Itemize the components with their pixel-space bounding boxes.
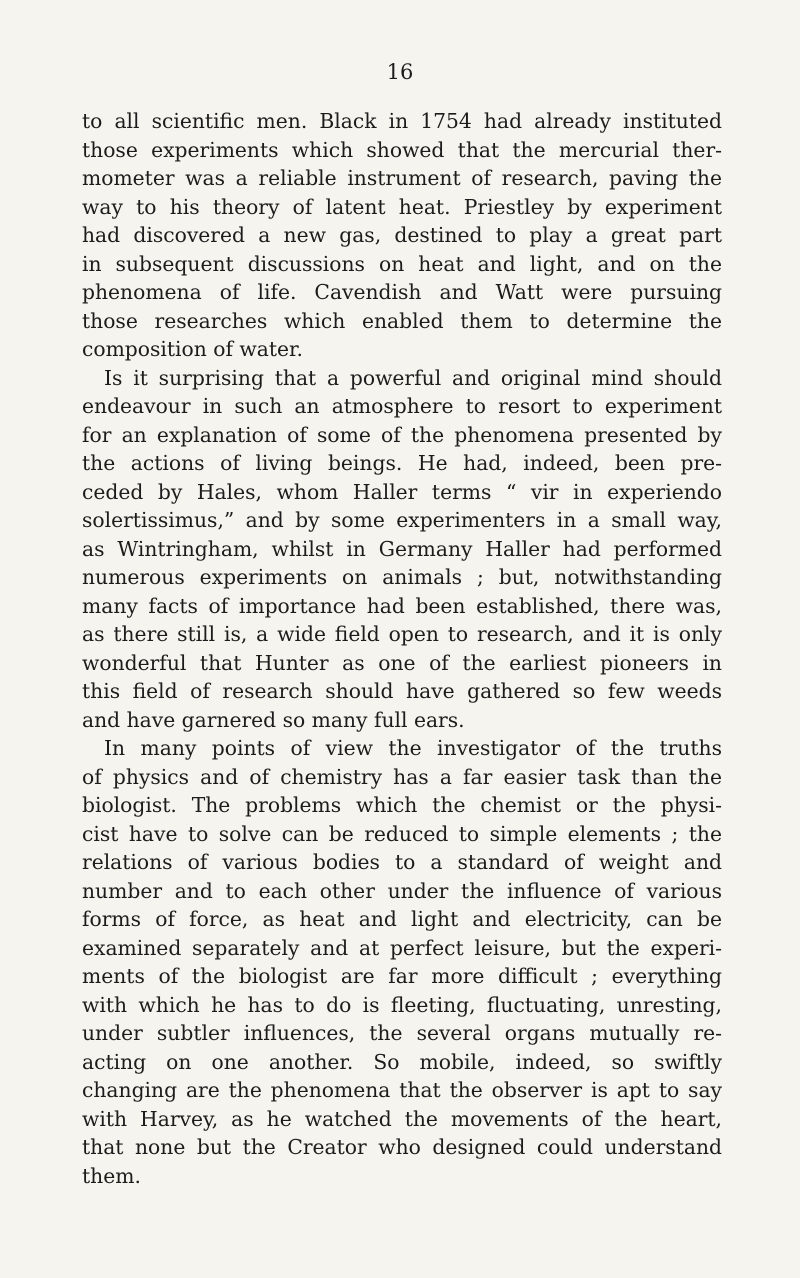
text-line: as there still is, a wide field open to research, and it is only [82,622,722,646]
text-line: those researches which enabled them to determine the [82,308,722,333]
text-line: many facts of importance had been established, there was, [82,593,722,618]
text-line: with Harvey, as he watched the movements of the heart, [82,1106,722,1131]
text-line: solertissimus,” and by some experimenters in a small way, [82,508,722,532]
text-line: them. [82,1163,141,1188]
text-line: cist have to solve can be reduced to simple elements ; the [82,821,722,846]
text-line: Is it surprising that a powerful and original mind should [104,365,722,390]
text-line: and have garnered so many full ears. [82,707,465,732]
text-line: to all scientific men. Black in 1754 had already instituted [82,109,722,133]
text-line: number and to each other under the influence of various [82,878,722,903]
body-text [82,107,722,1190]
text-line: the actions of living beings. He had, indeed, been pre- [82,451,722,475]
text-line: ments of the biologist are far more difficult ; everything [82,964,722,988]
text-line: for an explanation of some of the phenomena presented by [82,422,722,447]
text-line: that none but the Creator who designed could understand [82,1135,722,1159]
text-line: acting on one another. So mobile, indeed, so swiftly [82,1049,722,1074]
text-line: relations of various bodies to a standard of weight and [82,850,722,874]
text-line: ceded by Hales, whom Haller terms “ vir in experiendo [82,479,722,504]
text-line: forms of force, as heat and light and electricity, can be [82,907,722,931]
text-line: this field of research should have gathered so few weeds [82,679,722,703]
text-line: those experiments which showed that the mercurial ther- [82,137,722,162]
text-line: had discovered a new gas, destined to play a great part [82,223,722,247]
text-line: wonderful that Hunter as one of the earliest pioneers in [82,650,722,675]
text-line: in subsequent discussions on heat and light, and on the [82,251,722,276]
text-line: way to his theory of latent heat. Priestley by experiment [82,194,722,219]
text-line: phenomena of life. Cavendish and Watt were pursuing [82,280,722,304]
text-line: examined separately and at perfect leisure, but the experi- [82,935,722,960]
text-line: under subtler influences, the several organs mutually re- [82,1021,722,1045]
text-line: In many points of view the investigator of the truths [104,736,722,760]
text-line: of physics and of chemistry has a far easier task than the [82,764,722,789]
text-line: as Wintringham, whilst in Germany Haller had performed [82,536,722,561]
text-line: with which he has to do is fleeting, fluctuating, unresting, [82,992,722,1017]
page-number: 16 [386,60,414,84]
text-line: numerous experiments on animals ; but, notwithstanding [82,565,722,589]
text-line: mometer was a reliable instrument of research, paving the [82,166,722,190]
text-line: biologist. The problems which the chemist or the physi- [82,793,722,817]
text-line: endeavour in such an atmosphere to resort to experiment [82,394,722,418]
text-line: composition of water. [82,337,303,361]
text-line: changing are the phenomena that the observer is apt to say [82,1078,722,1102]
